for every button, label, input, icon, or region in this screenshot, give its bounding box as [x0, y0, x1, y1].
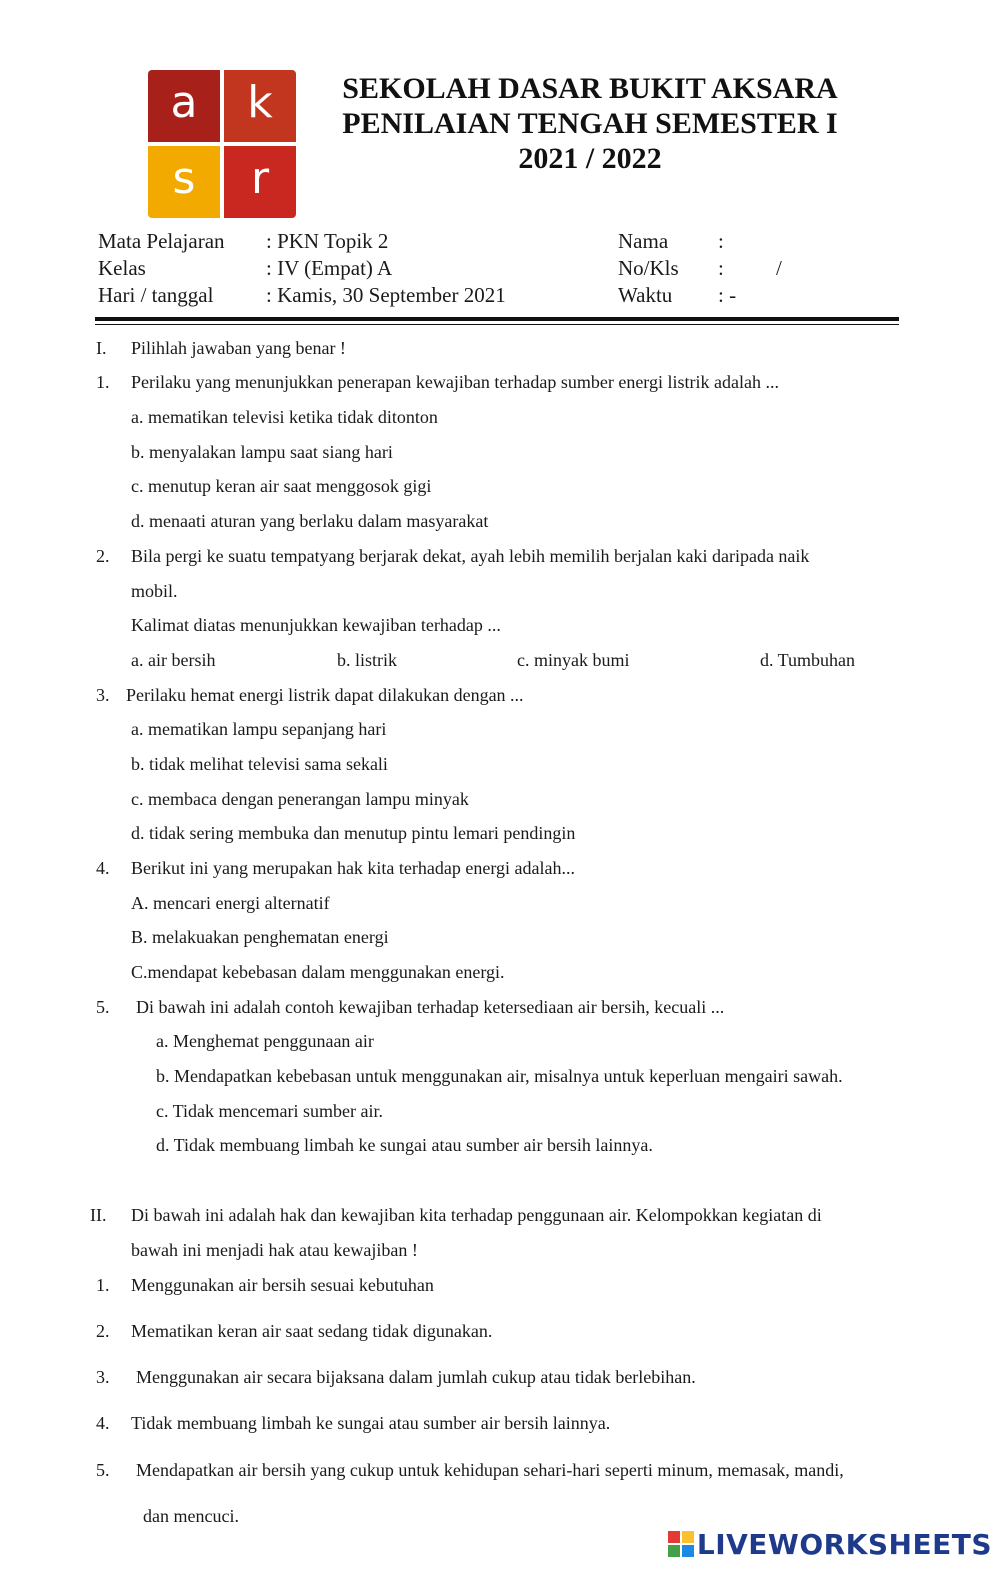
mapel-value: : PKN Topik 2 [266, 229, 389, 253]
q2-option-c: c. minyak bumi [517, 650, 630, 670]
q1-option-d: d. menaati aturan yang berlaku dalam masyarakat [131, 511, 489, 531]
q2-text: Bila pergi ke suatu tempatyang berjarak dekat, ayah lebih memilih berjalan kaki daripada naik [131, 546, 810, 566]
school-year: 2021 / 2022 [518, 142, 662, 175]
s2-item3-number: 3. [96, 1367, 110, 1387]
q5-option-d: d. Tidak membuang limbah ke sungai atau sumber air bersih lainnya. [156, 1135, 653, 1155]
brand-text: LIVEWORKSHEETS [696, 1528, 992, 1561]
logo-piece-r: r [224, 146, 296, 218]
q4-option-c: C.mendapat kebebasan dalam menggunakan energi. [131, 962, 505, 982]
kelas-value: : IV (Empat) A [266, 256, 393, 280]
q1-option-c: c. menutup keran air saat menggosok gigi [131, 476, 432, 496]
q2-option-d: d. Tumbuhan [760, 650, 856, 670]
q1-text: Perilaku yang menunjukkan penerapan kewajiban terhadap sumber energi listrik adalah ... [131, 372, 779, 392]
q1-option-a: a. mematikan televisi ketika tidak ditonton [131, 407, 438, 427]
s2-item4-text: Tidak membuang limbah ke sungai atau sumber air bersih lainnya. [131, 1413, 611, 1433]
exam-title: PENILAIAN TENGAH SEMESTER I [342, 107, 838, 140]
section2-number: II. [90, 1205, 107, 1225]
logo-piece-s: s [148, 146, 220, 218]
liveworksheets-logo-icon [668, 1531, 694, 1557]
q5-text: Di bawah ini adalah contoh kewajiban terhadap ketersediaan air bersih, kecuali ... [136, 997, 725, 1017]
s2-item2-text: Mematikan keran air saat sedang tidak digunakan. [131, 1321, 493, 1341]
q3-option-d: d. tidak sering membuka dan menutup pintu lemari pendingin [131, 823, 576, 843]
section1-instruction: Pilihlah jawaban yang benar ! [131, 338, 346, 358]
section1-number: I. [96, 338, 107, 358]
nokls-label: No/Kls [618, 256, 679, 280]
q5-option-a: a. Menghemat penggunaan air [156, 1031, 374, 1051]
s2-item5-text: Mendapatkan air bersih yang cukup untuk kehidupan sehari-hari seperti minum, memasak, mandi, [136, 1460, 844, 1480]
q1-option-b: b. menyalakan lampu saat siang hari [131, 442, 393, 462]
logo-piece-a: a [148, 70, 220, 142]
q4-option-a: A. mencari energi alternatif [131, 893, 330, 913]
q2-option-b: b. listrik [337, 650, 398, 670]
school-name: SEKOLAH DASAR BUKIT AKSARA [342, 72, 838, 105]
logo-piece-k: k [224, 70, 296, 142]
header-divider-thick [95, 317, 899, 321]
q1-number: 1. [96, 372, 110, 392]
q2-text-question: Kalimat diatas menunjukkan kewajiban terhadap ... [131, 615, 501, 635]
q3-option-c: c. membaca dengan penerangan lampu minyak [131, 789, 469, 809]
q4-option-b: B. melakuakan penghematan energi [131, 927, 389, 947]
q5-option-b: b. Mendapatkan kebebasan untuk menggunakan air, misalnya untuk keperluan mengairi sawah. [156, 1066, 843, 1086]
hari-label: Hari / tanggal [98, 283, 214, 307]
s2-item4-number: 4. [96, 1413, 110, 1433]
header-divider-thin [95, 324, 899, 325]
s2-item5-number: 5. [96, 1460, 110, 1480]
nokls-value: : [718, 256, 724, 280]
q2-text-cont: mobil. [131, 581, 178, 601]
section2-instruction-cont: bawah ini menjadi hak atau kewajiban ! [131, 1240, 418, 1260]
q4-number: 4. [96, 858, 110, 878]
school-logo [148, 70, 298, 220]
liveworksheets-brand [668, 1528, 992, 1561]
q4-text: Berikut ini yang merupakan hak kita terhadap energi adalah... [131, 858, 576, 878]
kelas-label: Kelas [98, 256, 146, 280]
q5-option-c: c. Tidak mencemari sumber air. [156, 1101, 383, 1121]
q3-option-a: a. mematikan lampu sepanjang hari [131, 719, 387, 739]
hari-value: : Kamis, 30 September 2021 [266, 283, 506, 307]
waktu-value: : - [718, 283, 737, 307]
s2-item5-cont: dan mencuci. [143, 1506, 239, 1526]
q3-option-b: b. tidak melihat televisi sama sekali [131, 754, 388, 774]
q2-number: 2. [96, 546, 110, 566]
s2-item1-text: Menggunakan air bersih sesuai kebutuhan [131, 1275, 434, 1295]
q3-text: Perilaku hemat energi listrik dapat dilakukan dengan ... [126, 685, 524, 705]
mapel-label: Mata Pelajaran [98, 229, 225, 253]
q3-number: 3. [96, 685, 110, 705]
nama-label: Nama [618, 229, 669, 253]
q2-option-a: a. air bersih [131, 650, 216, 670]
q5-number: 5. [96, 997, 110, 1017]
nama-value: : [718, 229, 724, 253]
s2-item2-number: 2. [96, 1321, 110, 1341]
nokls-slash: / [776, 256, 782, 280]
section2-instruction: Di bawah ini adalah hak dan kewajiban kita terhadap penggunaan air. Kelompokkan kegiatan di [131, 1205, 822, 1225]
s2-item3-text: Menggunakan air secara bijaksana dalam jumlah cukup atau tidak berlebihan. [136, 1367, 696, 1387]
waktu-label: Waktu [618, 283, 673, 307]
s2-item1-number: 1. [96, 1275, 110, 1295]
